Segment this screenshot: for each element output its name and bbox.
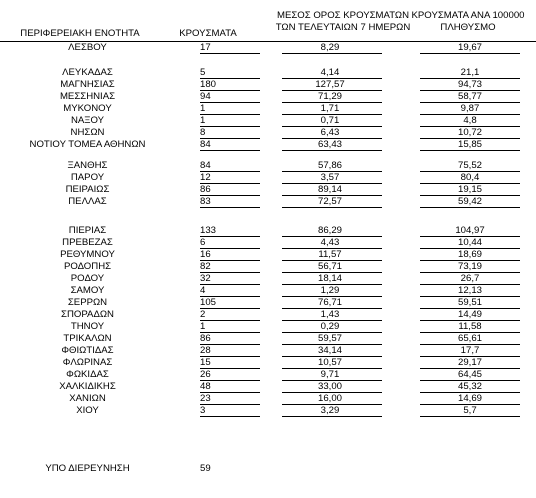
cases-cell: 180 [200, 79, 217, 90]
table-row [0, 115, 536, 127]
avg-cell: 1,29 [320, 285, 340, 296]
table-row [0, 333, 536, 345]
region-cell: ΣΑΜΟΥ [70, 285, 105, 296]
table-row [0, 172, 536, 184]
cell-underline [420, 207, 520, 208]
per100k-cell: 18,69 [457, 249, 482, 260]
table-row [0, 196, 536, 208]
cases-cell: 1 [200, 321, 206, 332]
avg-cell: 63,43 [317, 139, 342, 150]
region-cell: ΠΑΡΟΥ [70, 172, 105, 183]
cases-cell: 86 [200, 333, 211, 344]
avg-cell: 0,29 [320, 321, 340, 332]
table-row [0, 261, 536, 273]
cases-cell: 5 [200, 67, 206, 78]
per100k-cell: 4,8 [463, 115, 477, 126]
region-cell: ΜΑΓΝΗΣΙΑΣ [60, 79, 115, 90]
table-row [0, 249, 536, 261]
cases-cell: 133 [200, 225, 217, 236]
per100k-cell: 29,17 [457, 357, 482, 368]
region-cell: ΦΘΙΩΤΙΔΑΣ [61, 345, 114, 356]
per100k-cell: 59,42 [457, 196, 482, 207]
cell-underline [200, 150, 260, 151]
region-cell: ΤΗΝΟΥ [70, 321, 105, 332]
per100k-cell: 10,44 [457, 237, 482, 248]
avg-cell: 76,71 [317, 297, 342, 308]
per100k-cell: 65,61 [457, 333, 482, 344]
table-row [0, 127, 536, 139]
region-cell: ΧΙΟΥ [76, 405, 99, 416]
header-region: ΠΕΡΙΦΕΡΕΙΑΚΗ ΕΝΟΤΗΤΑ [20, 28, 140, 39]
avg-cell: 89,14 [317, 184, 342, 195]
per100k-cell: 75,52 [457, 160, 482, 171]
avg-cell: 33,00 [317, 381, 342, 392]
cases-cell: 17 [200, 42, 211, 53]
avg-cell: 6,43 [320, 127, 340, 138]
avg-cell: 127,57 [315, 79, 345, 90]
footer-label: ΥΠΟ ΔΙΕΡΕΥΝΗΣΗ [45, 463, 130, 474]
cell-underline [282, 150, 382, 151]
header-per100k [400, 10, 536, 34]
cell-underline [282, 416, 382, 417]
table-row [0, 91, 536, 103]
cases-cell: 1 [200, 115, 206, 126]
region-cell: ΠΡΕΒΕΖΑΣ [62, 237, 113, 248]
avg-cell: 57,86 [317, 160, 342, 171]
cell-underline [200, 53, 260, 54]
cases-cell: 105 [200, 297, 217, 308]
table-row [0, 225, 536, 237]
per100k-cell: 94,73 [457, 79, 482, 90]
avg-cell: 59,57 [317, 333, 342, 344]
table-row [0, 369, 536, 381]
region-cell: ΜΥΚΟΝΟΥ [63, 103, 112, 114]
per100k-cell: 15,85 [457, 139, 482, 150]
cases-cell: 32 [200, 273, 211, 284]
cases-cell: 84 [200, 139, 211, 150]
avg-cell: 72,57 [317, 196, 342, 207]
table-row [0, 345, 536, 357]
per100k-cell: 45,32 [457, 381, 482, 392]
cases-cell: 28 [200, 345, 211, 356]
header-avg-line1: ΜΕΣΟΣ ΟΡΟΣ ΚΡΟΥΣΜΑΤΩΝ [276, 10, 410, 21]
cell-underline [420, 150, 520, 151]
avg-cell: 16,00 [317, 393, 342, 404]
avg-cell: 3,29 [320, 405, 340, 416]
per100k-cell: 59,51 [457, 297, 482, 308]
avg-cell: 10,57 [317, 357, 342, 368]
cases-cell: 8 [200, 127, 206, 138]
region-cell: ΛΕΣΒΟΥ [68, 42, 107, 53]
table-row [0, 42, 536, 54]
table-row [0, 309, 536, 321]
region-cell: ΠΙΕΡΙΑΣ [68, 225, 107, 236]
avg-cell: 11,57 [318, 249, 342, 260]
region-cell: ΡΟΔΟΥ [70, 273, 105, 284]
avg-cell: 1,71 [320, 103, 340, 114]
per100k-cell: 26,7 [460, 273, 480, 284]
avg-cell: 3,57 [320, 172, 340, 183]
region-cell: ΧΑΛΚΙΔΙΚΗΣ [59, 381, 116, 392]
cases-cell: 94 [200, 91, 211, 102]
table-row [0, 405, 536, 417]
region-cell: ΠΕΛΛΑΣ [68, 196, 107, 207]
cell-underline [282, 53, 382, 54]
table-row [0, 321, 536, 333]
table-row [0, 381, 536, 393]
avg-cell: 56,71 [317, 261, 342, 272]
per100k-cell: 14,69 [457, 393, 482, 404]
table-row [0, 160, 536, 172]
avg-cell: 4,14 [320, 67, 340, 78]
avg-cell: 86,29 [317, 225, 342, 236]
cases-cell: 26 [200, 369, 211, 380]
region-cell: ΦΛΩΡΙΝΑΣ [62, 357, 113, 368]
table-row [0, 103, 536, 115]
per100k-cell: 9,87 [460, 103, 480, 114]
region-cell: ΜΕΣΣΗΝΙΑΣ [59, 91, 116, 102]
footer-cases: 59 [200, 463, 211, 474]
per100k-cell: 73,19 [457, 261, 482, 272]
per100k-cell: 80,4 [460, 172, 480, 183]
region-cell: ΣΠΟΡΑΔΩΝ [61, 309, 114, 320]
header-per100k-line2: ΠΛΗΘΥΣΜΟ [440, 22, 496, 33]
region-cell: ΡΟΔΟΠΗΣ [63, 261, 112, 272]
table-row [0, 237, 536, 249]
cell-underline [200, 416, 260, 417]
cases-cell: 4 [200, 285, 206, 296]
region-cell: ΝΑΞΟΥ [70, 115, 105, 126]
per100k-cell: 104,97 [455, 225, 485, 236]
cases-cell: 23 [200, 393, 211, 404]
table-row [0, 67, 536, 79]
cases-cell: 86 [200, 184, 211, 195]
cell-underline [200, 207, 260, 208]
cell-underline [420, 416, 520, 417]
per100k-cell: 21,1 [460, 67, 480, 78]
region-cell: ΛΕΥΚΑΔΑΣ [62, 67, 113, 78]
region-cell: ΠΕΙΡΑΙΩΣ [65, 184, 110, 195]
per100k-cell: 19,67 [457, 42, 482, 53]
table-row [0, 139, 536, 151]
region-cell: ΤΡΙΚΑΛΩΝ [63, 333, 112, 344]
cases-cell: 84 [200, 160, 211, 171]
avg-cell: 34,14 [317, 345, 342, 356]
region-cell: ΦΩΚΙΔΑΣ [66, 369, 109, 380]
cases-cell: 6 [200, 237, 206, 248]
region-cell: ΝΗΣΩΝ [70, 127, 105, 138]
cases-cell: 82 [200, 261, 211, 272]
per100k-cell: 10,72 [457, 127, 482, 138]
cases-cell: 1 [200, 103, 206, 114]
region-cell: ΝΟΤΙΟΥ ΤΟΜΕΑ ΑΘΗΝΩΝ [29, 139, 146, 150]
per100k-cell: 19,15 [457, 184, 482, 195]
avg-cell: 0,71 [320, 115, 340, 126]
cases-cell: 3 [200, 405, 206, 416]
cases-cell: 2 [200, 309, 206, 320]
per100k-cell: 64,45 [457, 369, 482, 380]
table-row [0, 184, 536, 196]
per100k-cell: 11,58 [458, 321, 482, 332]
table-row [0, 273, 536, 285]
header-avg-line2: ΤΩΝ ΤΕΛΕΥΤΑΙΩΝ 7 ΗΜΕΡΩΝ [275, 22, 411, 33]
region-cell: ΞΑΝΘΗΣ [67, 160, 108, 171]
cases-cell: 48 [200, 381, 211, 392]
per100k-cell: 14,49 [457, 309, 482, 320]
per100k-cell: 17,7 [460, 345, 480, 356]
per100k-cell: 12,13 [457, 285, 482, 296]
footer-row [0, 463, 536, 475]
header-cases: ΚΡΟΥΣΜΑΤΑ [179, 28, 237, 39]
table-row [0, 285, 536, 297]
per100k-cell: 5,7 [463, 405, 477, 416]
cases-cell: 12 [200, 172, 211, 183]
cell-underline [282, 207, 382, 208]
cases-cell: 83 [200, 196, 211, 207]
header-per100k-line1: ΚΡΟΥΣΜΑΤΑ ΑΝΑ 100000 [411, 10, 525, 21]
avg-cell: 71,29 [317, 91, 342, 102]
cases-cell: 16 [200, 249, 211, 260]
avg-cell: 1,43 [320, 309, 340, 320]
avg-cell: 18,14 [317, 273, 342, 284]
cases-cell: 15 [200, 357, 211, 368]
region-cell: ΡΕΘΥΜΝΟΥ [60, 249, 115, 260]
table-row [0, 79, 536, 91]
avg-cell: 9,71 [320, 369, 340, 380]
avg-cell: 4,43 [320, 237, 340, 248]
cell-underline [420, 53, 520, 54]
per100k-cell: 58,77 [457, 91, 482, 102]
region-cell: ΧΑΝΙΩΝ [69, 393, 106, 404]
table-row [0, 393, 536, 405]
table-row [0, 357, 536, 369]
table-row [0, 297, 536, 309]
region-cell: ΣΕΡΡΩΝ [67, 297, 108, 308]
avg-cell: 8,29 [320, 42, 340, 53]
